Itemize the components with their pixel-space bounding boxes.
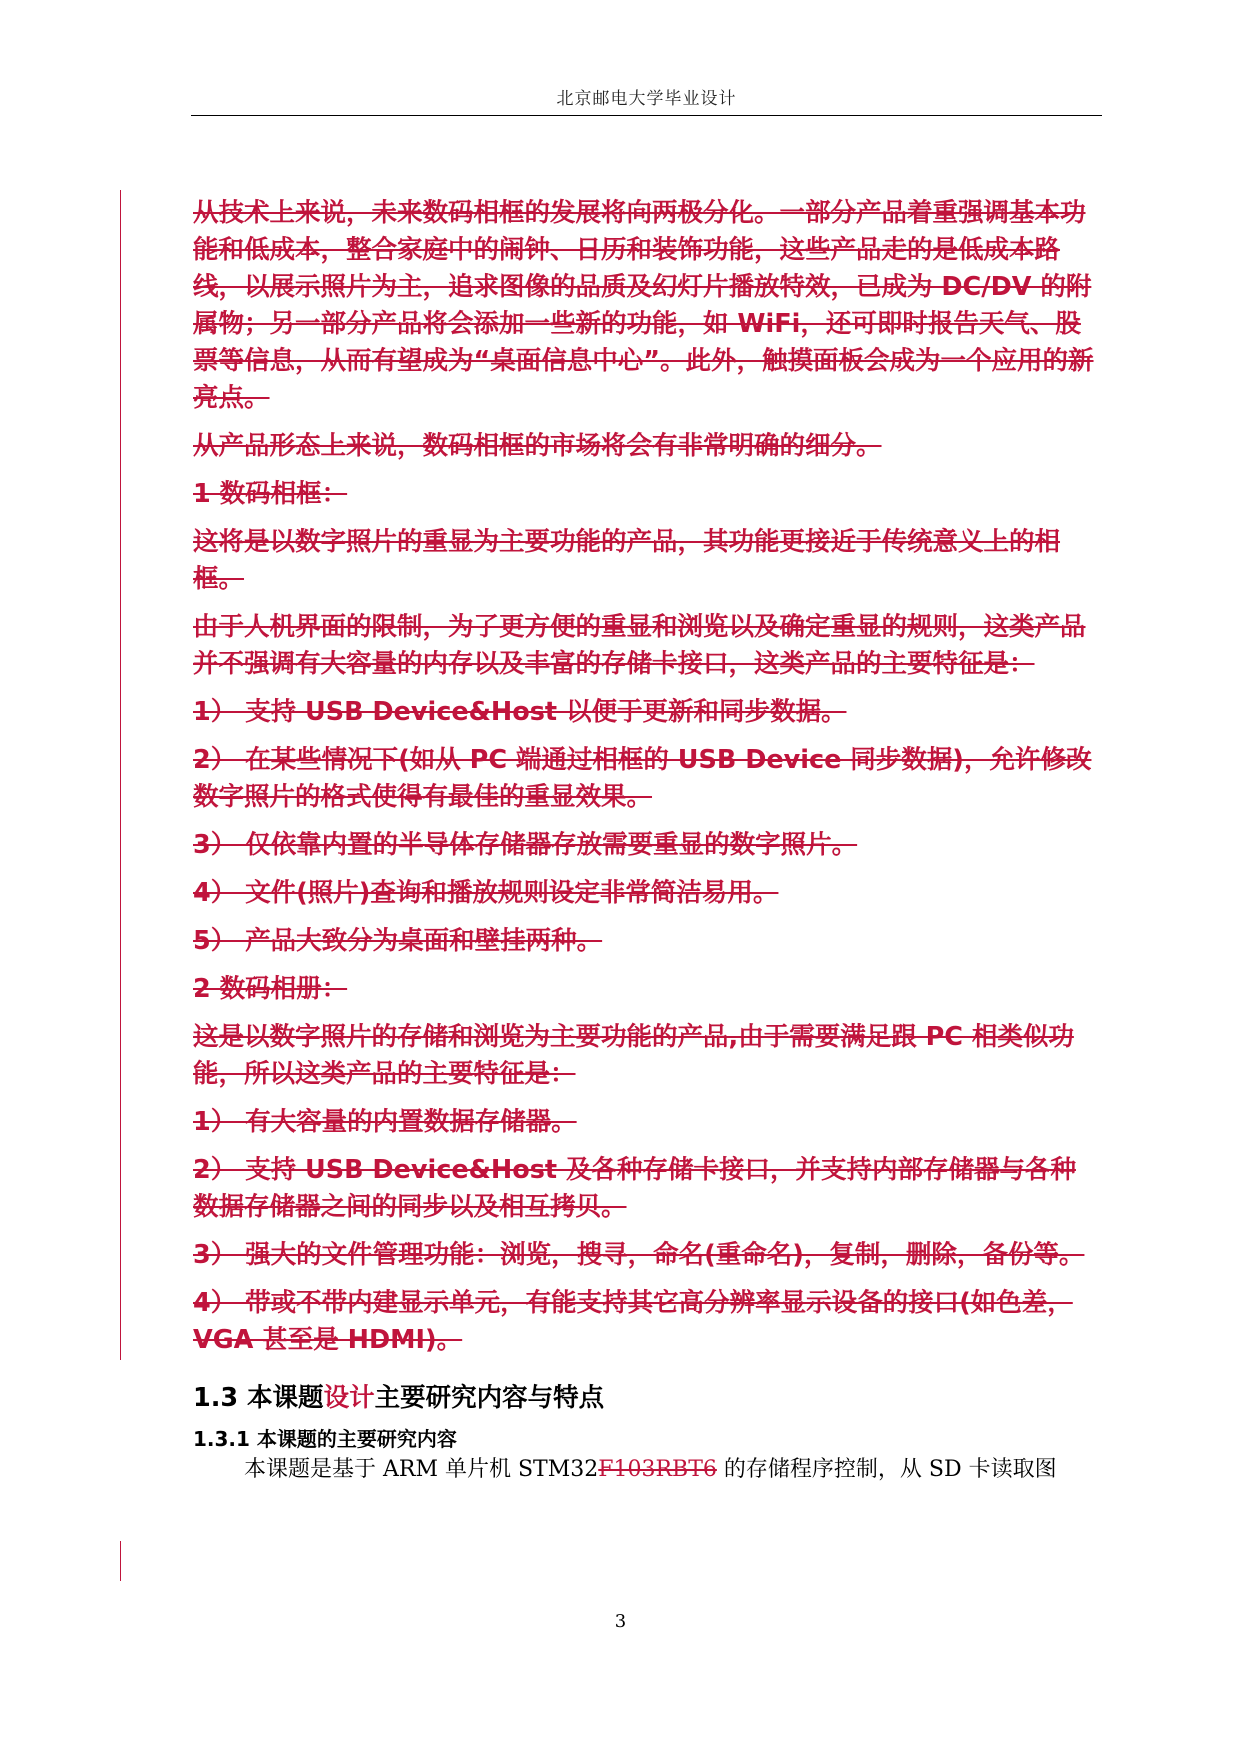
deleted-paragraph: 这是以数字照片的存储和浏览为主要功能的产品,由于需要满足跟 PC 相类似功能，所以这类产品的主要特征是： xyxy=(193,1022,1074,1089)
body-text-before: 本课题是基于 ARM 单片机 STM32 xyxy=(244,1457,599,1482)
revision-change-bar xyxy=(120,190,121,1360)
section-heading-suffix: 主要研究内容与特点 xyxy=(374,1383,605,1413)
header-rule xyxy=(191,115,1102,116)
deleted-list-item: 1） 有大容量的内置数据存储器。 xyxy=(193,1107,577,1137)
deleted-list-item: 3） 强大的文件管理功能：浏览，搜寻，命名(重命名)，复制，删除，备份等。 xyxy=(193,1240,1085,1270)
deleted-list-item: 5） 产品大致分为桌面和壁挂两种。 xyxy=(193,926,603,956)
deleted-list-item: 4） 带或不带内建显示单元，有能支持其它高分辨率显示设备的接口(如色差，VGA 甚至是 HDMI)。 xyxy=(193,1288,1073,1355)
page-header: 北京邮电大学毕业设计 xyxy=(556,89,737,109)
deleted-paragraph: 1 数码相框： xyxy=(193,479,348,509)
deleted-paragraph: 从产品形态上来说，数码相框的市场将会有非常明确的细分。 xyxy=(193,431,882,461)
page-number: 3 xyxy=(614,1611,627,1632)
body-text-deleted: F103RBT6 xyxy=(598,1457,717,1482)
subsection-heading: 1.3.1 本课题的主要研究内容 xyxy=(193,1427,457,1451)
section-heading-inserted: 设计 xyxy=(323,1383,375,1413)
deleted-list-item: 1） 支持 USB Device&Host 以便于更新和同步数据。 xyxy=(193,697,847,727)
deleted-list-item: 3） 仅依靠内置的半导体存储器存放需要重显的数字照片。 xyxy=(193,830,858,860)
deleted-list-item: 4） 文件(照片)查询和播放规则设定非常简洁易用。 xyxy=(193,878,779,908)
body-text-after: 的存储程序控制，从 SD 卡读取图 xyxy=(716,1457,1057,1482)
deleted-list-item: 2） 在某些情况下(如从 PC 端通过相框的 USB Device 同步数据)，允许修改数字照片的格式使得有最佳的重显效果。 xyxy=(193,745,1092,812)
deleted-paragraph: 由于人机界面的限制，为了更方便的重显和浏览以及确定重显的规则，这类产品并不强调有大容量的内存以及丰富的存储卡接口，这类产品的主要特征是： xyxy=(193,612,1086,679)
revision-change-bar-bottom xyxy=(120,1541,121,1581)
section-heading xyxy=(193,1381,1101,1415)
deleted-paragraph: 从技术上来说，未来数码相框的发展将向两极分化。一部分产品着重强调基本功能和低成本，整合家庭中的闹钟、日历和装饰功能，这些产品走的是低成本路线，以展示照片为主，追求图像的品质及幻灯片播放特效，已成为 DC/DV 的附属物；另一部分产品将会添加一些新的功能，如 WiFi，还可即时报告天气、股票等信息，从而有望成为“桌面信息中心”。此外，触摸面板会成为一个应用的新亮点。 xyxy=(193,198,1094,413)
deleted-paragraph: 2 数码相册： xyxy=(193,974,348,1004)
body-paragraph xyxy=(193,1455,1101,1485)
deleted-list-item: 2） 支持 USB Device&Host 及各种存储卡接口，并支持内部存储器与各种数据存储器之间的同步以及相互拷贝。 xyxy=(193,1155,1076,1222)
deleted-paragraph: 这将是以数字照片的重显为主要功能的产品，其功能更接近于传统意义上的相框。 xyxy=(193,527,1061,594)
section-heading-prefix: 1.3 本课题 xyxy=(193,1383,324,1413)
document-body xyxy=(193,195,1101,1485)
